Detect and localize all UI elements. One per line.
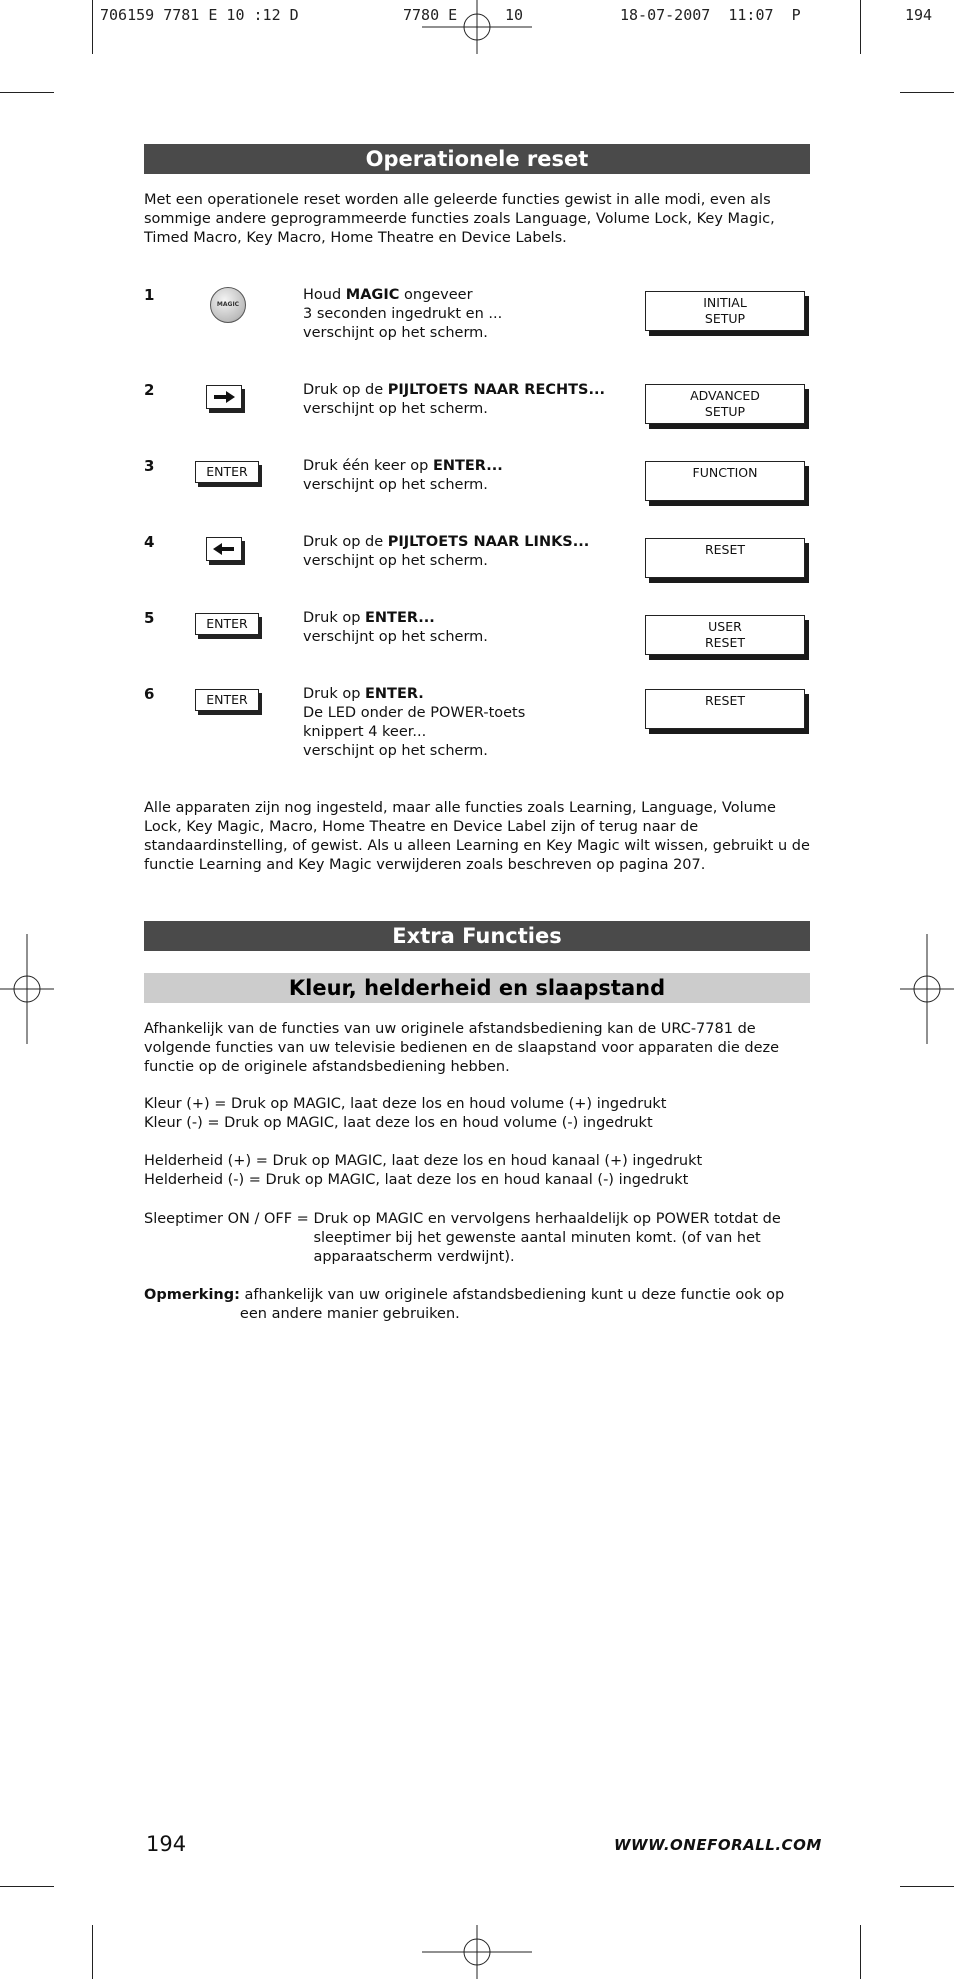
lcd-line: RESET xyxy=(704,693,746,708)
lcd-line: RESET xyxy=(704,542,746,557)
step-text-bold: ENTER... xyxy=(432,458,503,474)
magic-key-icon: MAGIC xyxy=(210,287,246,323)
step-text-bold: PIJLTOETS NAAR LINKS... xyxy=(387,534,590,550)
print-num: 10 xyxy=(505,6,524,24)
sleeptimer-line xyxy=(144,1210,810,1267)
step-text xyxy=(303,685,623,761)
lcd-line: RESET xyxy=(704,635,746,650)
step-text xyxy=(303,609,623,647)
crop-mark xyxy=(900,1886,954,1887)
section-title-kleur-helderheid: Kleur, helderheid en slaapstand xyxy=(144,973,810,1003)
step-number: 2 xyxy=(144,381,155,399)
step-text-line: verschijnt op het scherm. xyxy=(303,553,488,569)
lcd-line: FUNCTION xyxy=(692,465,758,480)
kleur-plus-line: Kleur (+) = Druk op MAGIC, laat deze los en houd volume (+) ingedrukt xyxy=(144,1096,667,1112)
step-text xyxy=(303,533,623,571)
section3-intro: Afhankelijk van de functies van uw originele afstandsbediening kan de URC-7781 de volgende functies van uw televisie bedienen en de slaapstand voor apparaten die deze functie op de originele afstandsbediening hebben. xyxy=(144,1021,780,1075)
section-title-operationele-reset: Operationele reset xyxy=(144,144,810,174)
step-number: 3 xyxy=(144,457,155,475)
step-number: 6 xyxy=(144,685,155,703)
crop-mark xyxy=(860,0,861,54)
registration-mark-right xyxy=(900,934,954,1044)
registration-mark-top xyxy=(422,0,532,54)
lcd-line: INITIAL xyxy=(703,295,747,310)
step-number: 5 xyxy=(144,609,155,627)
step-text-pre: Druk op de xyxy=(303,382,388,398)
step-text-bold: ENTER. xyxy=(365,686,424,702)
step-text-line: verschijnt op het scherm. xyxy=(303,477,488,493)
intro-paragraph: Met een operationele reset worden alle geleerde functies gewist in alle modi, even als sommige andere geprogrammeerde functies zoals Language, Volume Lock, Key Magic, Timed Macro, Key Macro, Home Theatre en Device Labels. xyxy=(144,192,775,246)
sleeptimer-label: Sleeptimer ON / OFF = xyxy=(144,1211,314,1227)
lcd-line: ADVANCED xyxy=(690,388,760,403)
crop-mark xyxy=(92,0,93,54)
crop-mark xyxy=(0,1886,54,1887)
step-text-pre: Druk één keer op xyxy=(303,458,433,474)
lcd-display xyxy=(645,384,805,424)
step-text-line: verschijnt op het scherm. xyxy=(303,629,488,645)
enter-key-icon: ENTER xyxy=(195,613,259,635)
step-text-bold: MAGIC xyxy=(345,287,400,303)
step-text-pre: Houd xyxy=(303,287,346,303)
step-text-pre: Druk op xyxy=(303,610,366,626)
helder-min-line: Helderheid (-) = Druk op MAGIC, laat deze los en houd kanaal (-) ingedrukt xyxy=(144,1172,689,1188)
step-text xyxy=(303,381,623,419)
sleeptimer-text: Druk op MAGIC en vervolgens herhaaldelijk op POWER totdat de sleeptimer bij het gewenste aantal minuten komt. (of van het apparaatscherm verdwijnt). xyxy=(313,1211,781,1265)
crop-mark xyxy=(92,1925,93,1979)
enter-key-icon: ENTER xyxy=(195,461,259,483)
step-text-bold: PIJLTOETS NAAR RECHTS... xyxy=(387,382,606,398)
enter-key-icon: ENTER xyxy=(195,689,259,711)
lcd-display xyxy=(645,615,805,655)
step-number: 1 xyxy=(144,286,155,304)
registration-mark-left xyxy=(0,934,54,1044)
arrow-left-key-icon xyxy=(206,537,242,561)
step-text-line: verschijnt op het scherm. xyxy=(303,325,488,341)
step-text xyxy=(303,457,623,495)
kleur-min-line: Kleur (-) = Druk op MAGIC, laat deze los en houd volume (-) ingedrukt xyxy=(144,1115,653,1131)
lcd-line: SETUP xyxy=(704,311,746,326)
lcd-display xyxy=(645,538,805,578)
registration-mark-bottom xyxy=(422,1925,532,1979)
step-text-post: ongeveer xyxy=(399,287,473,303)
step-text xyxy=(303,286,623,343)
step-text-bold: ENTER... xyxy=(365,610,435,626)
step-text-line: 3 seconden ingedrukt en ... xyxy=(303,306,503,322)
print-page: 194 xyxy=(905,6,933,24)
step-text-line: knippert 4 keer... xyxy=(303,724,427,740)
lcd-line: USER xyxy=(708,619,742,634)
crop-mark xyxy=(860,1925,861,1979)
step-number: 4 xyxy=(144,533,155,551)
step-text-line: verschijnt op het scherm. xyxy=(303,743,488,759)
section-title-extra-functies: Extra Functies xyxy=(144,921,810,951)
website-url: WWW.ONEFORALL.COM xyxy=(614,1836,822,1854)
lcd-display xyxy=(645,689,805,729)
note-label: Opmerking: xyxy=(144,1287,240,1303)
lcd-display xyxy=(645,461,805,501)
lcd-line: SETUP xyxy=(704,404,746,419)
print-ref: 7780 E xyxy=(403,6,458,24)
lcd-display xyxy=(645,291,805,331)
step-text-pre: Druk op de xyxy=(303,534,388,550)
helder-plus-line: Helderheid (+) = Druk op MAGIC, laat deze los en houd kanaal (+) ingedrukt xyxy=(144,1153,703,1169)
crop-mark xyxy=(900,92,954,93)
note-line xyxy=(144,1286,810,1324)
arrow-right-key-icon xyxy=(206,385,242,409)
step-text-line: verschijnt op het scherm. xyxy=(303,401,488,417)
after-steps-paragraph: Alle apparaten zijn nog ingesteld, maar alle functies zoals Learning, Language, Volume Lock, Key Magic, Macro, Home Theatre en Device Label zijn of terug naar de standaardinstelling, of gewist. Als u alleen Learning en Key Magic wilt wissen, gebruikt u de functie Learning and Key Magic verwijderen zoals beschreven op pagina 207. xyxy=(144,800,810,873)
crop-mark xyxy=(0,92,54,93)
step-text-pre: Druk op xyxy=(303,686,366,702)
print-datetime: 18-07-2007 11:07 P xyxy=(620,6,801,24)
note-text: afhankelijk van uw originele afstandsbediening kunt u deze functie ook op een andere manier gebruiken. xyxy=(239,1287,789,1322)
print-code: 706159 7781 E 10 :12 D xyxy=(100,6,299,24)
step-text-line: De LED onder de POWER-toets xyxy=(303,705,526,721)
page-number: 194 xyxy=(146,1832,187,1856)
